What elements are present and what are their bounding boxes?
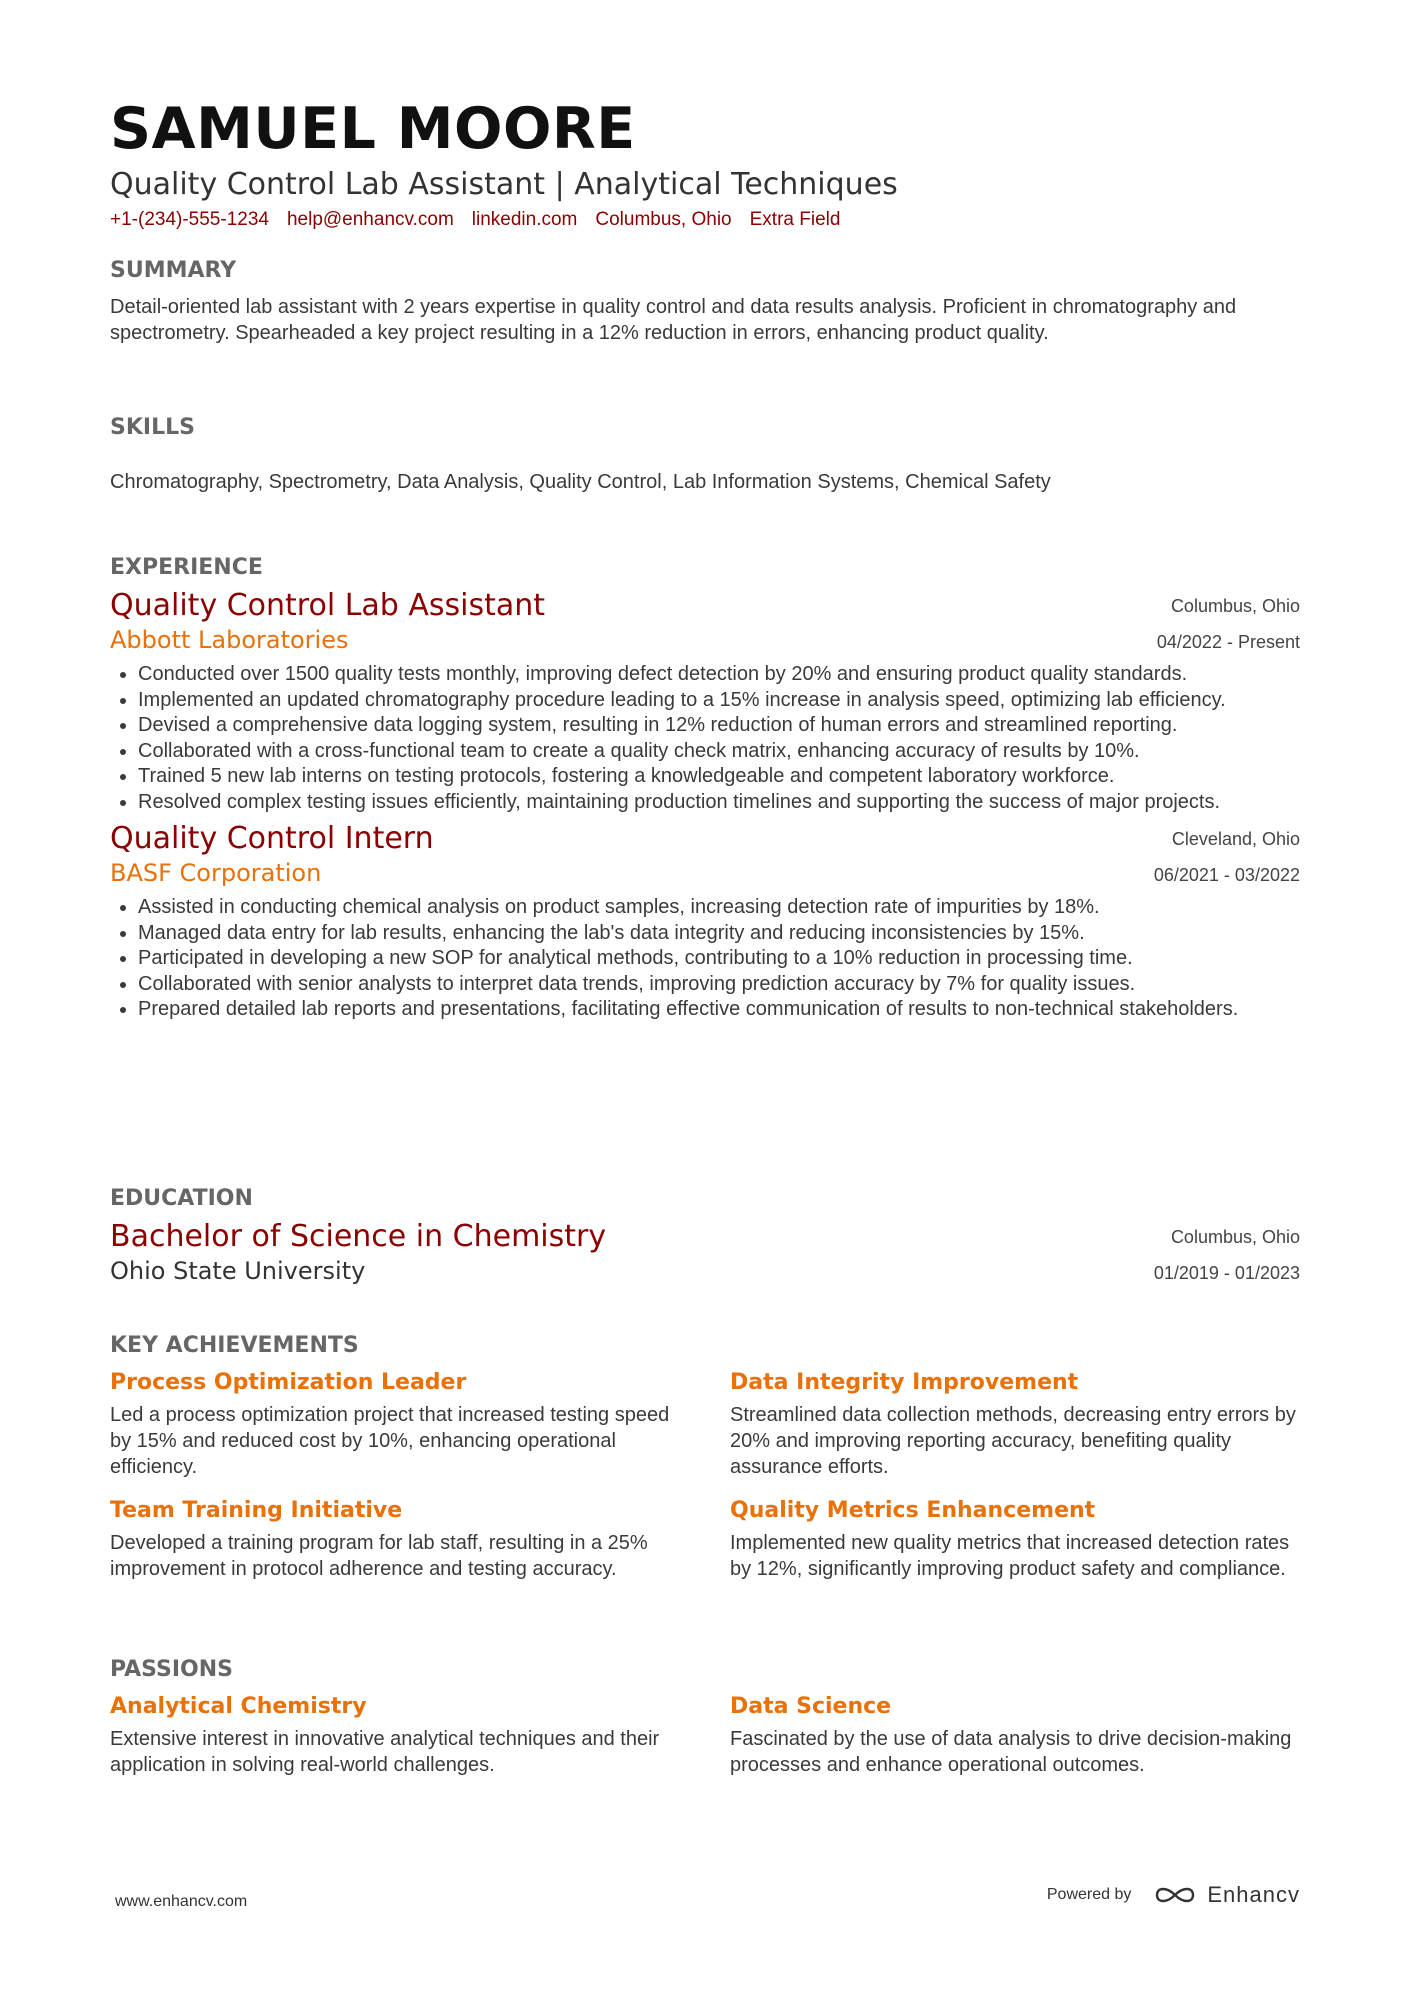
achievement-item <box>730 1362 1300 1480</box>
enhancv-logo-icon <box>1153 1882 1197 1908</box>
education-section <box>110 1186 1300 1291</box>
achievement-title: Quality Metrics Enhancement <box>730 1498 1096 1523</box>
section-title-skills: SKILLS <box>110 415 195 440</box>
candidate-name: SAMUEL MOORE <box>110 96 636 162</box>
education-location: Columbus, Ohio <box>1170 1227 1300 1247</box>
achievement-item <box>110 1362 680 1480</box>
contact-extra: Extra Field <box>749 209 841 230</box>
resume-header <box>110 95 1300 231</box>
job-bullets <box>110 662 1300 815</box>
footer-branding <box>1047 1882 1300 1908</box>
achievement-title: Process Optimization Leader <box>110 1370 467 1395</box>
achievement-desc: Led a process optimization project that increased testing speed by 15% and reduced cost by 10%, enhancing operational efficiency. <box>110 1404 670 1478</box>
section-title-passions: PASSIONS <box>110 1657 233 1682</box>
job-location: Columbus, Ohio <box>1170 596 1300 616</box>
job-entry <box>110 588 1300 815</box>
education-school: Ohio State University <box>110 1257 366 1285</box>
powered-by-label: Powered by <box>1046 1886 1132 1903</box>
passion-desc: Fascinated by the use of data analysis to drive decision-making processes and enhance operational outcomes. <box>730 1728 1292 1776</box>
job-bullet: • Participated in developing a new SOP for analytical methods, contributing to a 10% reduction in processing time. <box>138 946 1300 972</box>
job-role: Quality Control Intern <box>110 821 434 856</box>
job-role: Quality Control Lab Assistant <box>110 588 546 623</box>
achievement-title: Data Integrity Improvement <box>730 1370 1079 1395</box>
section-title-education: EDUCATION <box>110 1186 253 1211</box>
job-titles <box>110 821 434 889</box>
job-dates: 04/2022 - Present <box>1156 632 1300 652</box>
job-bullet: • Collaborated with a cross-functional team to create a quality check matrix, enhancing accuracy of results by 10%. <box>138 739 1300 765</box>
contact-email[interactable]: help@enhancv.com <box>286 209 454 230</box>
job-dates: 06/2021 - 03/2022 <box>1153 865 1300 885</box>
passions-grid <box>110 1686 1300 1778</box>
job-header <box>110 821 1300 893</box>
achievements-section <box>110 1333 1300 1582</box>
job-bullet: • Collaborated with senior analysts to interpret data trends, improving prediction accuracy by 7% for quality issues. <box>138 972 1300 998</box>
job-bullet: • Devised a comprehensive data logging system, resulting in 12% reduction of human errors and streamlined reporting. <box>138 713 1300 739</box>
achievement-title: Team Training Initiative <box>110 1498 403 1523</box>
summary-section <box>110 258 1300 346</box>
skills-text: Chromatography, Spectrometry, Data Analysis, Quality Control, Lab Information Systems, Chemical Safety <box>110 471 1051 493</box>
job-titles <box>110 588 545 656</box>
footer-website[interactable]: www.enhancv.com <box>115 1893 248 1910</box>
brand-name: Enhancv <box>1207 1882 1300 1907</box>
passion-title: Data Science <box>730 1694 892 1719</box>
education-titles <box>110 1219 606 1287</box>
passion-item <box>110 1686 680 1778</box>
experience-section <box>110 555 1300 1023</box>
achievement-desc: Developed a training program for lab staff, resulting in a 25% improvement in protocol adherence and testing accuracy. <box>110 1532 648 1580</box>
education-degree: Bachelor of Science in Chemistry <box>110 1219 607 1254</box>
contact-linkedin[interactable]: linkedin.com <box>471 209 578 230</box>
achievement-item <box>110 1490 680 1582</box>
education-entry <box>110 1219 1300 1291</box>
achievement-item <box>730 1490 1300 1582</box>
section-title-summary: SUMMARY <box>110 258 237 283</box>
achievements-grid <box>110 1362 1300 1582</box>
summary-text: Detail-oriented lab assistant with 2 years expertise in quality control and data results analysis. Proficient in chromatography and spectrometry. Spearheaded a key project resulting in a 12% reduction in errors, enhancing product quality. <box>110 296 1237 344</box>
job-bullet: • Prepared detailed lab reports and presentations, facilitating effective communication of results to non-technical stakeholders. <box>138 997 1300 1023</box>
job-bullet: • Managed data entry for lab results, enhancing the lab's data integrity and reducing inconsistencies by 15%. <box>138 921 1300 947</box>
job-bullet: • Conducted over 1500 quality tests monthly, improving defect detection by 20% and ensuring product quality standards. <box>138 662 1300 688</box>
section-title-achievements: KEY ACHIEVEMENTS <box>110 1333 359 1358</box>
job-company: Abbott Laboratories <box>110 626 349 654</box>
job-meta <box>1157 588 1300 660</box>
achievement-desc: Streamlined data collection methods, decreasing entry errors by 20% and improving reporting accuracy, benefiting quality assurance efforts. <box>730 1404 1296 1478</box>
job-header <box>110 588 1300 660</box>
job-bullet: • Implemented an updated chromatography procedure leading to a 15% increase in analysis speed, optimizing lab efficiency. <box>138 688 1300 714</box>
passion-title: Analytical Chemistry <box>110 1694 367 1719</box>
skills-section <box>110 415 1300 495</box>
job-bullet: • Resolved complex testing issues efficiently, maintaining production timelines and supporting the success of major projects. <box>138 790 1300 816</box>
job-entry <box>110 821 1300 1023</box>
job-location: Cleveland, Ohio <box>1171 829 1300 849</box>
education-dates: 01/2019 - 01/2023 <box>1153 1263 1300 1283</box>
job-bullet: • Assisted in conducting chemical analysis on product samples, increasing detection rate of impurities by 18%. <box>138 895 1300 921</box>
job-bullets <box>110 895 1300 1023</box>
achievement-desc: Implemented new quality metrics that increased detection rates by 12%, significantly improving product safety and compliance. <box>730 1532 1290 1580</box>
passion-desc: Extensive interest in innovative analytical techniques and their application in solving real-world challenges. <box>110 1728 660 1776</box>
brand-logo[interactable] <box>1153 1882 1300 1908</box>
job-company: BASF Corporation <box>110 859 322 887</box>
job-meta <box>1154 821 1300 893</box>
education-meta <box>1154 1219 1300 1291</box>
contact-list <box>110 209 1300 231</box>
job-bullet: • Trained 5 new lab interns on testing protocols, fostering a knowledgeable and competent laboratory workforce. <box>138 764 1300 790</box>
passions-section <box>110 1657 1300 1778</box>
section-title-experience: EXPERIENCE <box>110 555 263 580</box>
passion-item <box>730 1686 1300 1778</box>
candidate-headline: Quality Control Lab Assistant | Analytical Techniques <box>110 167 898 202</box>
contact-phone[interactable]: +1-(234)-555-1234 <box>110 209 269 230</box>
contact-location: Columbus, Ohio <box>595 209 732 230</box>
